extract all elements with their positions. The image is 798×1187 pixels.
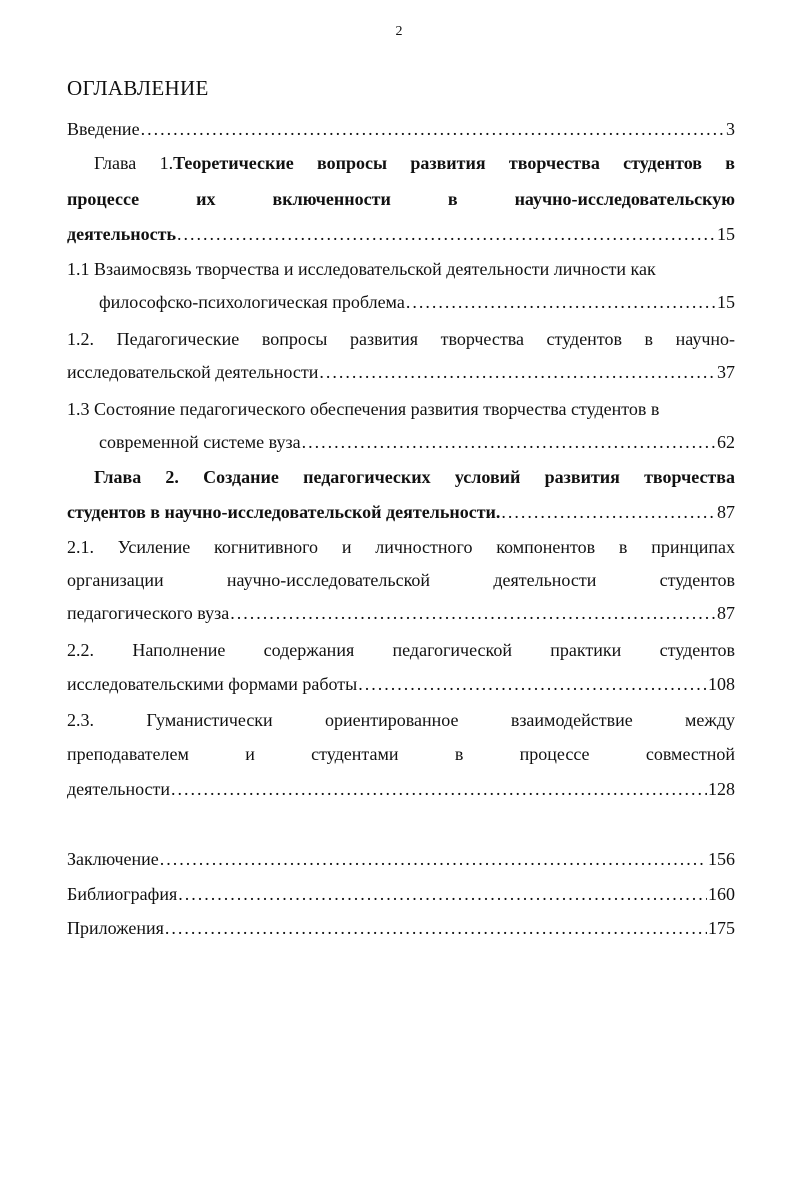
entry-page: 15 xyxy=(717,224,735,244)
entry-page: 15 xyxy=(717,292,735,312)
entry-page: 128 xyxy=(708,779,735,799)
chapter-1-prefix: Глава 1. xyxy=(94,153,174,173)
chapter-1-heading-line-1 xyxy=(94,147,735,179)
chapter-1-heading-line-3 xyxy=(67,218,735,250)
chapter-1-title-end: деятельность xyxy=(67,224,177,244)
entry-page: 37 xyxy=(717,362,735,382)
entry-page: 62 xyxy=(717,432,735,452)
toc-entry-introduction xyxy=(67,113,735,145)
entry-page: 156 xyxy=(708,849,735,869)
entry-label: исследовательскими формами работы xyxy=(67,674,358,694)
toc-entry-conclusion xyxy=(67,843,735,875)
dot-leader xyxy=(171,773,707,805)
section-1-2-line-2 xyxy=(67,356,735,388)
dot-leader xyxy=(141,113,725,145)
section-2-3-line-2: преподавателем и студентами в процессе совместной xyxy=(67,744,735,764)
page-number: 2 xyxy=(395,24,403,39)
entry-label: философско-психологическая проблема xyxy=(99,292,405,312)
entry-label: Приложения xyxy=(67,918,164,938)
entry-label: Библиография xyxy=(67,884,178,904)
section-1-2-line-1: 1.2. Педагогические вопросы развития творчества студентов в научно- xyxy=(67,329,735,349)
word: научно-исследовательскую xyxy=(514,189,735,209)
chapter-2-title-end: студентов в научно-исследовательской деятельности. xyxy=(67,502,501,522)
section-2-3-line-1: 2.3. Гуманистически ориентированное взаимодействие между xyxy=(67,710,735,730)
entry-label: Введение xyxy=(67,119,140,139)
toc-entry-appendices xyxy=(67,912,735,944)
section-1-3-line-1: 1.3 Состояние педагогического обеспечения развития творчества студентов в xyxy=(67,399,660,419)
entry-label: педагогического вуза xyxy=(67,603,230,623)
entry-label: Заключение xyxy=(67,849,159,869)
chapter-2-heading-line-2 xyxy=(67,496,735,528)
section-2-3-line-3 xyxy=(67,773,735,805)
entry-label: исследовательской деятельности xyxy=(67,362,319,382)
dot-leader xyxy=(302,426,716,458)
section-2-1-line-3 xyxy=(67,597,735,629)
chapter-2-heading-line-1: Глава 2. Создание педагогических условий развития творчества xyxy=(94,467,735,487)
entry-page: 108 xyxy=(708,674,735,694)
section-1-3-line-2 xyxy=(99,426,735,458)
entry-page: 3 xyxy=(726,119,735,139)
dot-leader xyxy=(406,286,716,318)
entry-page: 87 xyxy=(717,603,735,623)
dot-leader xyxy=(230,597,716,629)
section-1-1-line-1: 1.1 Взаимосвязь творчества и исследовательской деятельности личности как xyxy=(67,259,656,279)
dot-leader xyxy=(165,912,707,944)
chapter-1-heading-line-2 xyxy=(67,183,735,215)
dot-leader xyxy=(177,218,716,250)
entry-label: деятельности xyxy=(67,779,171,799)
dot-leader xyxy=(319,356,716,388)
section-2-2-line-2 xyxy=(67,668,735,700)
word: процессе xyxy=(67,189,140,209)
word: в xyxy=(447,189,458,209)
section-2-1-line-2: организации научно-исследовательской деятельности студентов xyxy=(67,570,735,590)
word: их xyxy=(196,189,216,209)
section-1-1-line-2 xyxy=(99,286,735,318)
dot-leader xyxy=(178,878,707,910)
section-2-1-line-1: 2.1. Усиление когнитивного и личностного компонентов в принципах xyxy=(67,537,735,557)
dot-leader xyxy=(160,843,707,875)
toc-title: ОГЛАВЛЕНИЕ xyxy=(67,76,209,100)
section-2-2-line-1: 2.2. Наполнение содержания педагогической практики студентов xyxy=(67,640,735,660)
entry-page: 175 xyxy=(708,918,735,938)
chapter-1-title-part-1: Теоретические вопросы развития творчества студентов в xyxy=(173,153,735,173)
word: включенности xyxy=(272,189,391,209)
toc-entry-bibliography xyxy=(67,878,735,910)
entry-page: 87 xyxy=(717,502,735,522)
entry-page: 160 xyxy=(708,884,735,904)
entry-label: современной системе вуза xyxy=(99,432,301,452)
dot-leader xyxy=(358,668,707,700)
dot-leader xyxy=(501,496,716,528)
